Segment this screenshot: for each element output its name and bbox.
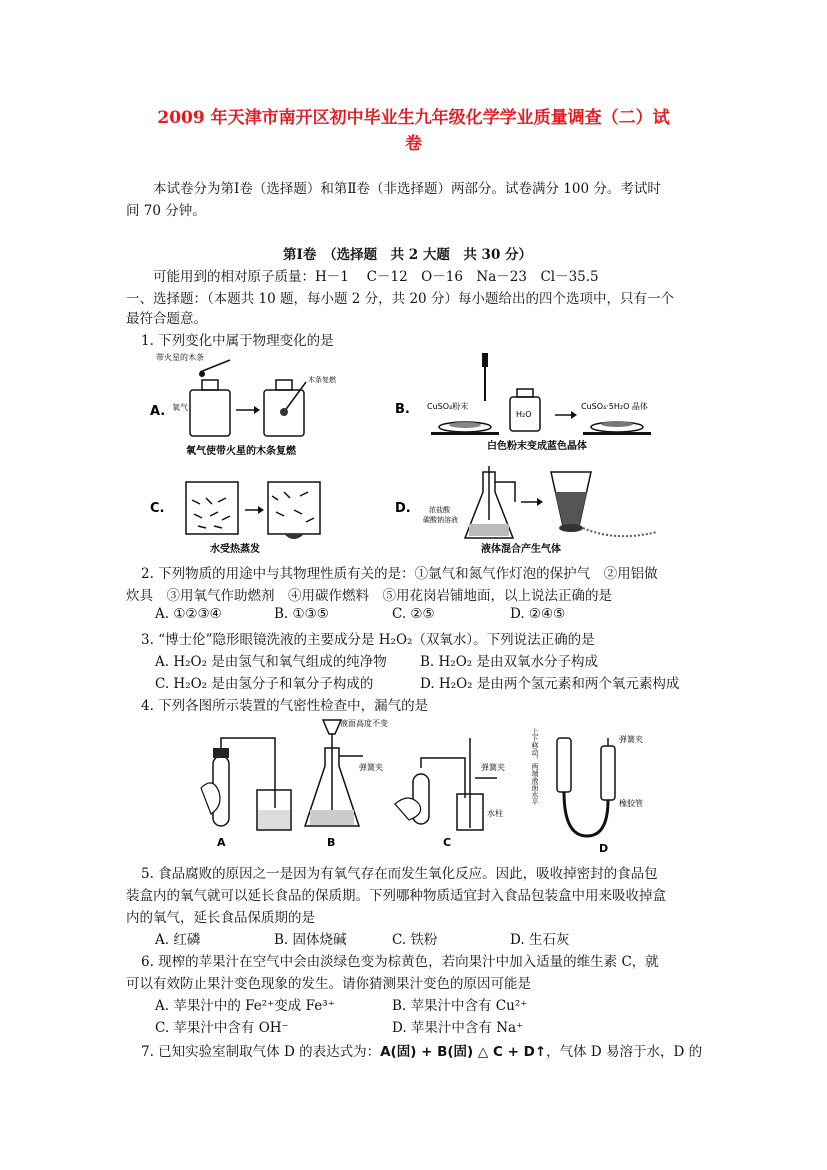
question-3-option-d: D. H₂O₂ 是由两个氢元素和两个氧元素构成: [420, 676, 680, 692]
question-5-option-a: A. 红磷: [155, 932, 201, 948]
question-5-option-d: D. 生石灰: [510, 932, 570, 948]
question-3-option-c: C. H₂O₂ 是由氢分子和氧分子构成的: [155, 676, 374, 692]
question-2-line2: 炊具 ③用氧气作助燃剂 ④用碳作燃料 ⑤用花岗岩铺地面，以上说法正确的是: [126, 588, 612, 604]
q1-figure-a-label-side: 木条复燃: [308, 376, 336, 384]
q4-apparatus-a: [201, 738, 291, 849]
question-6-line2: 可以有效防止果汁变色现象的发生。请你猜测果汁变色的原因可能是: [126, 976, 531, 992]
q1-figure-a: [150, 350, 336, 462]
q4-apparatus-b: [305, 718, 388, 849]
question-6-option-a: A. 苹果汁中的 Fe²⁺变成 Fe³⁺: [155, 998, 335, 1014]
q1-figure-a-label-top: 带火星的木条: [156, 353, 204, 362]
question-2-line1: 2. 下列物质的用途中与其物理性质有关的是：①氩气和氮气作灯泡的保护气 ②用铝做: [141, 566, 658, 582]
q4-label-d-side: 上下移动，两端液面水平: [531, 728, 539, 805]
part1-instructions-line1: 一、选择题：（本题共 10 题，每小题 2 分，共 20 分）每小题给出的四个选项中，只有一个: [126, 291, 674, 307]
q1-figure-b-label-left: CuSO₄粉末: [427, 402, 469, 411]
q1-figure-d-label-acid: 浓盐酸: [429, 506, 450, 514]
question-6-option-d: D. 苹果汁中含有 Na⁺: [392, 1020, 524, 1036]
question-5-line1: 5. 食品腐败的原因之一是因为有氧气存在而发生氧化反应。因此，吸收掉密封的食品包: [141, 866, 658, 882]
q4-apparatus-c: [395, 738, 505, 849]
q1-figure-b-letter: B.: [395, 402, 410, 417]
question-3-option-a: A. H₂O₂ 是由氢气和氧气组成的纯净物: [155, 654, 387, 670]
q4-label-c2: 水柱: [487, 809, 503, 818]
question-7-start: 7. 已知实验室制取气体 D 的表达式为：: [141, 1044, 381, 1060]
question-2-option-c: C. ②⑤: [392, 606, 435, 622]
intro-paragraph-line1: 本试卷分为第Ⅰ卷（选择题）和第Ⅱ卷（非选择题）两部分。试卷满分 100 分。考试时: [153, 181, 661, 197]
q4-letter-c: C: [443, 836, 452, 849]
q1-figure-c-caption: 水受热蒸发: [210, 544, 260, 555]
q1-figure-b: [395, 345, 655, 457]
question-7-end: ，气体 D 易溶于水，D 的: [546, 1044, 703, 1060]
question-5-option-b: B. 固体烧碱: [274, 932, 347, 948]
atomic-mass-note: 可能用到的相对原子质量：H－1 C－12 O－16 Na－23 Cl－35.5: [153, 269, 599, 285]
part1-instructions-line2: 最符合题意。: [126, 311, 207, 327]
question-6-option-b: B. 苹果汁中含有 Cu²⁺: [392, 998, 528, 1014]
question-3-option-b: B. H₂O₂ 是由双氧水分子构成: [420, 654, 598, 670]
q4-figures: [195, 718, 715, 858]
question-7-formula: A(固) + B(固) △ C + D↑: [380, 1044, 547, 1060]
q1-figure-d-letter: D.: [395, 501, 411, 516]
q4-letter-d: D: [599, 842, 609, 855]
q1-figure-d: [395, 462, 665, 557]
q4-label-b: 液面高度不变: [340, 719, 388, 728]
q4-letter-a: A: [217, 836, 226, 849]
q1-figure-d-label-sol: 碳酸钠溶液: [423, 516, 458, 524]
question-6-option-c: C. 苹果汁中含有 OH⁻: [155, 1020, 289, 1036]
question-7-line: [141, 1040, 702, 1060]
q4-figures-drawing: [195, 718, 715, 858]
intro-paragraph-line2: 间 70 分钟。: [126, 203, 206, 219]
q1-figure-a-caption: 氧气使带火星的木条复燃: [186, 446, 296, 457]
question-6-line1: 6. 现榨的苹果汁在空气中会由淡绿色变为棕黄色，若向果汁中加入适量的维生素 C，就: [141, 954, 659, 970]
page-title-continued: 卷: [405, 134, 422, 154]
q1-figure-d-drawing: [395, 462, 665, 557]
question-2-option-a: A. ①②③④: [155, 606, 222, 622]
question-2-option-b: B. ①③⑤: [274, 606, 329, 622]
q4-label-d: 弹簧夹: [619, 735, 643, 744]
page-title: 2009 年天津市南开区初中毕业生九年级化学学业质量调查（二）试: [157, 108, 670, 128]
question-5-line3: 内的氧气，延长食品保质期的是: [126, 910, 315, 926]
q1-figure-a-letter: A.: [150, 404, 166, 419]
q1-figure-b-label-mid: H₂O: [516, 410, 532, 419]
q1-figure-b-caption: 白色粉末变成蓝色晶体: [487, 441, 587, 452]
question-4-stem: 4. 下列各图所示装置的气密性检查中，漏气的是: [141, 698, 429, 714]
q1-figure-c-letter: C.: [150, 501, 165, 516]
q1-figure-c-drawing: [150, 470, 325, 555]
question-5-option-c: C. 铁粉: [392, 932, 438, 948]
section-heading: 第Ⅰ卷 （选择题 共 2 大题 共 30 分）: [283, 247, 533, 263]
question-1-stem: 1. 下列变化中属于物理变化的是: [141, 333, 334, 349]
q1-figure-a-drawing: [150, 350, 336, 462]
q1-figure-b-label-right: CuSO₄·5H₂O 晶体: [581, 402, 648, 411]
q1-figure-a-label-gas: 氧气: [172, 403, 188, 412]
question-3-stem: 3. “博士伦”隐形眼镜洗液的主要成分是 H₂O₂（双氧水）。下列说法正确的是: [141, 632, 595, 648]
q4-label-c: 弹簧夹: [481, 763, 505, 772]
question-2-option-d: D. ②④⑤: [510, 606, 566, 622]
q1-figure-d-caption: 液体混合产生气体: [481, 544, 561, 555]
q1-figure-b-drawing: [395, 345, 655, 457]
q4-label-b2: 弹簧夹: [359, 763, 383, 772]
q4-letter-b: B: [327, 836, 336, 849]
question-5-line2: 装盒内的氧气就可以延长食品的保质期。下列哪种物质适宜封入食品包装盒中用来吸收掉盒: [126, 888, 666, 904]
q4-apparatus-d: [531, 727, 643, 855]
q4-label-d2: 橡胶管: [619, 799, 643, 808]
q1-figure-c: [150, 470, 325, 555]
